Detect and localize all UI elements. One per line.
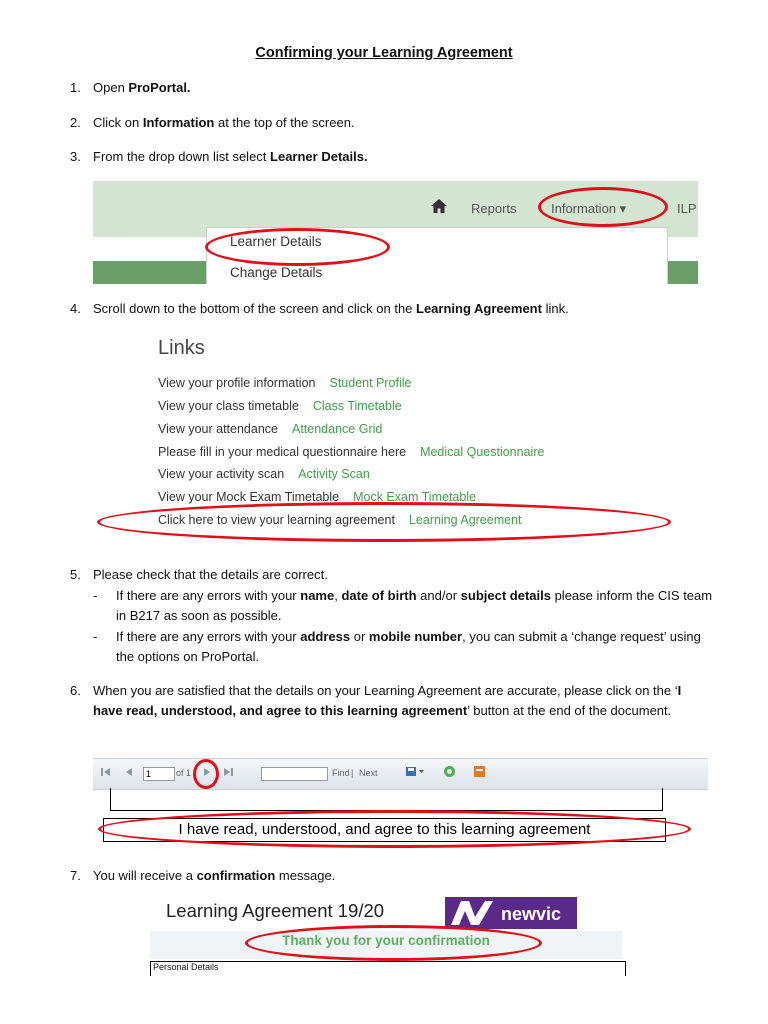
refresh-icon[interactable] [443,765,456,780]
bullet-dash: - [93,629,98,644]
highlight-circle [205,228,390,266]
link-label: Click here to view your learning agreement [158,513,395,527]
bullet-text: If there are any errors with your [116,629,301,644]
link-label: View your attendance [158,422,278,436]
bullet-text: If there are any errors with your [116,588,301,603]
step-number: 7. [70,868,81,883]
link-row [158,422,382,436]
nav-information-label: Information [551,201,617,216]
bullet-text: or [350,629,369,644]
bullet-text: , you can submit a ‘change request’ using the options on ProPortal. [116,629,701,664]
step-number: 2. [70,115,81,130]
link-learning-agreement[interactable]: Learning Agreement [408,513,522,527]
link-activity-scan[interactable]: Activity Scan [298,467,370,481]
toolbar-separator: | [351,768,354,778]
step-number: 3. [70,149,81,164]
nav-ilp[interactable]: ILP [677,201,697,216]
link-attendance-grid[interactable]: Attendance Grid [292,422,383,436]
link-medical-questionnaire[interactable]: Medical Questionnaire [420,445,545,459]
link-class-timetable[interactable]: Class Timetable [312,399,402,413]
link-label: View your Mock Exam Timetable [158,490,340,504]
next-link[interactable]: Next [359,768,378,778]
step-text: Click on [93,115,143,130]
logo-text: newvic [501,904,562,924]
step-bold: I have read, understood, and agree to this learning agreement [93,683,682,718]
step-text: link. [541,301,569,316]
last-page-icon[interactable] [223,767,233,779]
link-label: View your activity scan [158,467,285,481]
export-icon[interactable] [405,765,425,780]
link-label: View your class timetable [158,399,299,413]
link-row [158,399,402,413]
page-count: of 1 [176,768,192,778]
bullet-dash: - [93,588,98,603]
highlight-circle [245,925,542,961]
report-toolbar [93,758,708,790]
step-text: You will receive a [93,868,197,883]
step-number: 5. [70,567,81,582]
nav-screenshot [93,181,698,284]
step-text: When you are satisfied that the details on your Learning Agreement are accurate, please click on the ‘ [93,683,678,698]
step-text: at the top of the screen. [214,115,355,130]
step-text: Scroll down to the bottom of the screen and click on the [93,301,417,316]
highlight-circle [97,502,671,542]
print-icon[interactable] [473,765,486,780]
links-heading: Links [158,337,205,359]
page-number-input[interactable]: 1 [143,767,175,781]
step-text: Open [93,80,129,95]
step-bold: Information [142,115,215,130]
menu-item-learner-details[interactable]: Learner Details [230,234,322,249]
find-input[interactable] [261,767,328,781]
bullet-text: please inform the CIS team in B217 as soon as possible. [116,588,713,623]
step-bold: Learning Agreement [416,301,542,316]
agree-button[interactable]: I have read, understood, and agree to this learning agreement [103,818,666,842]
step-bold: Learner Details. [270,149,368,164]
first-page-icon[interactable] [101,767,111,779]
step-text: message. [275,868,336,883]
step-number: 1. [70,80,81,95]
link-student-profile[interactable]: Student Profile [329,376,412,390]
step-number: 4. [70,301,81,316]
previous-page-icon[interactable] [125,767,133,779]
step-text: ’ button at the end of the document. [467,703,672,718]
confirmation-title: Learning Agreement 19/20 [166,900,385,921]
home-icon[interactable] [431,199,447,216]
link-row [158,445,544,459]
personal-details-header: Personal Details [150,961,626,976]
link-label: Please fill in your medical questionnaire here [158,445,407,459]
bullet-text: , [334,588,342,603]
link-row [158,467,370,481]
link-row [158,376,411,390]
bullet-text: and/or [416,588,461,603]
bullet-bold: date of birth [341,588,417,603]
find-link[interactable]: Find [332,768,350,778]
report-frame [110,788,663,811]
newvic-logo [445,897,577,929]
nav-reports[interactable]: Reports [471,201,517,216]
chevron-down-icon: ▾ [619,201,627,216]
step-bold: confirmation [196,868,276,883]
link-label: View your profile information [158,376,316,390]
page-title: Confirming your Learning Agreement [255,45,513,61]
bullet-bold: subject details [460,588,551,603]
step-text: From the drop down list select [93,149,271,164]
step-bold: ProPortal. [128,80,191,95]
bullet-bold: name [300,588,335,603]
bullet-bold: address [300,629,351,644]
highlight-circle [98,810,691,848]
step-number: 6. [70,683,81,698]
bullet-bold: mobile number [368,629,463,644]
step-text: Please check that the details are correct. [93,567,328,582]
highlight-circle [193,759,219,789]
confirmation-message: Thank you for your confirmation [282,933,490,948]
menu-item-change-details[interactable]: Change Details [230,265,323,280]
link-mock-exam-timetable[interactable]: Mock Exam Timetable [353,490,477,504]
highlight-circle [538,187,668,227]
